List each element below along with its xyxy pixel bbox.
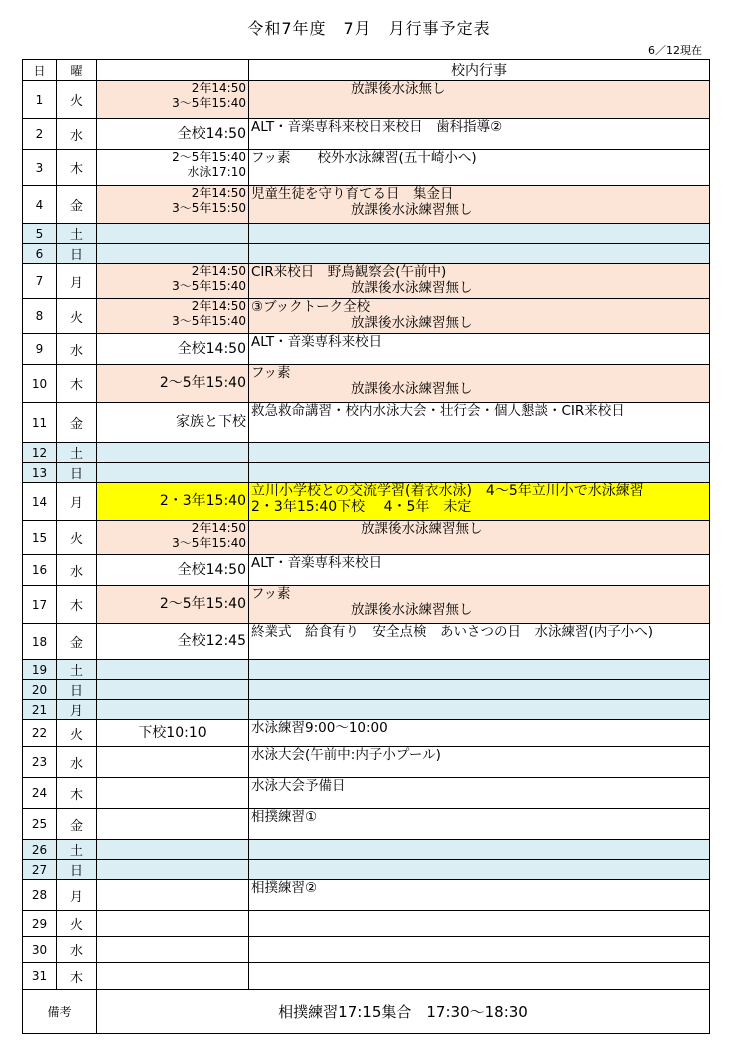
weekday-cell: 土 (57, 660, 97, 680)
note-text: 相撲練習17:15集合 17:30～18:30 (97, 990, 710, 1034)
table-row (23, 937, 710, 963)
events-cell (249, 403, 710, 443)
table-row (23, 443, 710, 463)
day-cell: 2 (23, 119, 57, 150)
time-line: 下校10:10 (138, 724, 207, 741)
events-cell (249, 880, 710, 911)
time-line: 2～5年15:40 (172, 150, 246, 164)
weekday-cell: 土 (57, 224, 97, 244)
day-cell: 6 (23, 244, 57, 264)
weekday-cell: 木 (57, 365, 97, 403)
dismissal-time-cell (97, 860, 249, 880)
events-cell (249, 521, 710, 555)
day-cell: 24 (23, 778, 57, 809)
dismissal-time-cell (97, 624, 249, 660)
event-line: 放課後水泳練習無し (351, 280, 473, 296)
event-line: 放課後水泳無し (351, 81, 446, 97)
dismissal-time-cell (97, 244, 249, 264)
weekday-cell: 木 (57, 586, 97, 624)
events-cell (249, 224, 710, 244)
time-line: 全校12:45 (177, 633, 246, 649)
events-cell (249, 809, 710, 840)
table-row (23, 809, 710, 840)
note-row (23, 990, 710, 1034)
events-cell (249, 463, 710, 483)
day-cell: 17 (23, 586, 57, 624)
day-cell: 28 (23, 880, 57, 911)
day-cell: 11 (23, 403, 57, 443)
event-line: フッ素 校外水泳練習(五十崎小へ) (251, 150, 477, 166)
events-cell (249, 150, 710, 186)
weekday-cell: 火 (57, 720, 97, 747)
day-cell: 14 (23, 483, 57, 521)
day-cell: 1 (23, 81, 57, 119)
weekday-cell: 日 (57, 244, 97, 264)
weekday-cell: 日 (57, 680, 97, 700)
events-cell (249, 119, 710, 150)
table-row (23, 624, 710, 660)
dismissal-time-cell (97, 521, 249, 555)
table-row (23, 521, 710, 555)
events-cell (249, 443, 710, 463)
time-line: 2年14:50 (191, 521, 246, 535)
table-row (23, 963, 710, 990)
dismissal-time-cell (97, 586, 249, 624)
table-row (23, 244, 710, 264)
day-cell: 30 (23, 937, 57, 963)
event-line: 終業式 給食有り 安全点検 あいさつの日 水泳練習(内子小へ) (251, 624, 654, 640)
table-row (23, 334, 710, 365)
table-row (23, 860, 710, 880)
page-title: 令和7年度 7月 月行事予定表 (247, 19, 491, 38)
as-of-date: 6／12現在 (648, 44, 702, 57)
time-line: 全校14:50 (177, 340, 246, 357)
time-line: 水泳17:10 (187, 165, 246, 179)
time-line: 2～5年15:40 (159, 375, 246, 391)
event-line: ALT・音楽専科来校日 (251, 334, 383, 350)
dismissal-time-cell (97, 963, 249, 990)
event-line: 水泳大会(午前中:内子小プール) (251, 747, 441, 763)
header-row (23, 60, 710, 81)
time-line: 3～5年15:40 (172, 314, 246, 328)
events-cell (249, 483, 710, 521)
dismissal-time-cell (97, 224, 249, 244)
time-line: 全校14:50 (177, 561, 246, 578)
weekday-cell: 日 (57, 860, 97, 880)
weekday-cell: 火 (57, 299, 97, 334)
events-cell (249, 365, 710, 403)
day-cell: 21 (23, 700, 57, 720)
table-row (23, 660, 710, 680)
dismissal-time-cell (97, 555, 249, 586)
dismissal-time-cell (97, 334, 249, 365)
weekday-cell: 水 (57, 937, 97, 963)
event-line: CIR来校日 野鳥観察会(午前中) (251, 264, 447, 280)
table-row (23, 150, 710, 186)
events-cell (249, 624, 710, 660)
dismissal-time-cell (97, 81, 249, 119)
day-cell: 15 (23, 521, 57, 555)
dismissal-time-cell (97, 365, 249, 403)
dismissal-time-cell (97, 403, 249, 443)
day-cell: 25 (23, 809, 57, 840)
day-cell: 10 (23, 365, 57, 403)
note-label: 備考 (23, 990, 97, 1034)
events-cell (249, 860, 710, 880)
weekday-cell: 水 (57, 555, 97, 586)
table-row (23, 700, 710, 720)
weekday-cell: 水 (57, 334, 97, 365)
day-cell: 7 (23, 264, 57, 299)
time-line: 全校14:50 (177, 125, 246, 142)
time-line: 2年14:50 (191, 299, 246, 313)
table-row (23, 911, 710, 937)
events-cell (249, 81, 710, 119)
time-line: 3～5年15:50 (172, 201, 246, 215)
events-cell (249, 937, 710, 963)
table-row (23, 747, 710, 778)
day-cell: 23 (23, 747, 57, 778)
time-line: 3～5年15:40 (172, 536, 246, 550)
event-line: 救急救命講習・校内水泳大会・壮行会・個人懇談・CIR来校日 (251, 403, 625, 419)
weekday-cell: 木 (57, 963, 97, 990)
day-cell: 19 (23, 660, 57, 680)
day-cell: 8 (23, 299, 57, 334)
event-line: フッ素 (251, 586, 291, 602)
weekday-cell: 火 (57, 81, 97, 119)
day-cell: 12 (23, 443, 57, 463)
events-cell (249, 778, 710, 809)
events-cell (249, 680, 710, 700)
dismissal-time-cell (97, 680, 249, 700)
dismissal-time-cell (97, 840, 249, 860)
dismissal-time-cell (97, 483, 249, 521)
dismissal-time-cell (97, 186, 249, 224)
events-cell (249, 747, 710, 778)
table-row (23, 403, 710, 443)
day-cell: 16 (23, 555, 57, 586)
dismissal-time-cell (97, 880, 249, 911)
table-row (23, 778, 710, 809)
events-cell (249, 264, 710, 299)
weekday-cell: 水 (57, 747, 97, 778)
weekday-cell: 木 (57, 150, 97, 186)
event-line: ALT・音楽専科来校日来校日 歯科指導② (251, 119, 503, 135)
day-cell: 9 (23, 334, 57, 365)
day-cell: 4 (23, 186, 57, 224)
event-line: 相撲練習② (251, 880, 318, 896)
table-row (23, 555, 710, 586)
time-line: 2・3年15:40 (159, 493, 246, 509)
weekday-cell: 金 (57, 809, 97, 840)
table-row (23, 840, 710, 860)
dismissal-time-cell (97, 299, 249, 334)
weekday-cell: 金 (57, 624, 97, 660)
table-row (23, 720, 710, 747)
events-cell (249, 586, 710, 624)
events-cell (249, 720, 710, 747)
event-line: 立川小学校との交流学習(着衣水泳) 4～5年立川小で水泳練習 (251, 483, 644, 499)
dismissal-time-cell (97, 264, 249, 299)
time-line: 2～5年15:40 (159, 596, 246, 612)
header-time (97, 60, 249, 81)
events-cell (249, 334, 710, 365)
dismissal-time-cell (97, 937, 249, 963)
event-line: 放課後水泳練習無し (351, 202, 473, 218)
weekday-cell: 月 (57, 264, 97, 299)
day-cell: 5 (23, 224, 57, 244)
day-cell: 13 (23, 463, 57, 483)
dismissal-time-cell (97, 463, 249, 483)
table-row (23, 299, 710, 334)
day-cell: 26 (23, 840, 57, 860)
events-cell (249, 555, 710, 586)
table-row (23, 880, 710, 911)
weekday-cell: 火 (57, 521, 97, 555)
weekday-cell: 月 (57, 700, 97, 720)
events-cell (249, 299, 710, 334)
event-line: 2・3年15:40下校 4・5年 未定 (251, 499, 472, 515)
weekday-cell: 金 (57, 403, 97, 443)
weekday-cell: 月 (57, 880, 97, 911)
event-line: 放課後水泳練習無し (351, 381, 473, 397)
day-cell: 31 (23, 963, 57, 990)
table-row (23, 365, 710, 403)
event-line: ALT・音楽専科来校日 (251, 555, 383, 571)
events-cell (249, 840, 710, 860)
weekday-cell: 月 (57, 483, 97, 521)
table-row (23, 264, 710, 299)
header-day: 日 (23, 60, 57, 81)
header-events: 校内行事 (249, 60, 710, 81)
dismissal-time-cell (97, 150, 249, 186)
event-line: 水泳大会予備日 (251, 778, 346, 794)
dismissal-time-cell (97, 443, 249, 463)
day-cell: 22 (23, 720, 57, 747)
event-line: 放課後水泳練習無し (351, 315, 473, 331)
event-line: フッ素 (251, 365, 291, 381)
weekday-cell: 火 (57, 911, 97, 937)
time-line: 2年14:50 (191, 81, 246, 95)
table-row (23, 224, 710, 244)
table-row (23, 463, 710, 483)
weekday-cell: 金 (57, 186, 97, 224)
table-row (23, 680, 710, 700)
dismissal-time-cell (97, 119, 249, 150)
day-cell: 27 (23, 860, 57, 880)
event-line: ③ブックトーク全校 (251, 299, 371, 315)
day-cell: 29 (23, 911, 57, 937)
weekday-cell: 土 (57, 443, 97, 463)
events-cell (249, 660, 710, 680)
table-row (23, 483, 710, 521)
time-line: 2年14:50 (191, 264, 246, 278)
event-line: 放課後水泳練習無し (351, 602, 473, 618)
events-cell (249, 186, 710, 224)
time-line: 3～5年15:40 (172, 279, 246, 293)
schedule-table (22, 59, 710, 1034)
time-line: 3～5年15:40 (172, 96, 246, 110)
dismissal-time-cell (97, 778, 249, 809)
event-line: 児童生徒を守り育てる日 集金日 (251, 186, 454, 202)
schedule-body (23, 81, 710, 990)
header-weekday: 曜 (57, 60, 97, 81)
dismissal-time-cell (97, 747, 249, 778)
dismissal-time-cell (97, 720, 249, 747)
table-row (23, 81, 710, 119)
event-line: 水泳練習9:00～10:00 (251, 720, 388, 736)
events-cell (249, 963, 710, 990)
events-cell (249, 911, 710, 937)
dismissal-time-cell (97, 809, 249, 840)
table-row (23, 119, 710, 150)
event-line: 相撲練習① (251, 809, 318, 825)
time-line: 家族と下校 (176, 414, 246, 430)
weekday-cell: 日 (57, 463, 97, 483)
table-row (23, 586, 710, 624)
day-cell: 3 (23, 150, 57, 186)
weekday-cell: 土 (57, 840, 97, 860)
day-cell: 20 (23, 680, 57, 700)
event-line: 放課後水泳練習無し (361, 521, 483, 537)
table-row (23, 186, 710, 224)
day-cell: 18 (23, 624, 57, 660)
dismissal-time-cell (97, 911, 249, 937)
time-line: 2年14:50 (191, 186, 246, 200)
weekday-cell: 水 (57, 119, 97, 150)
weekday-cell: 木 (57, 778, 97, 809)
events-cell (249, 244, 710, 264)
dismissal-time-cell (97, 700, 249, 720)
dismissal-time-cell (97, 660, 249, 680)
events-cell (249, 700, 710, 720)
